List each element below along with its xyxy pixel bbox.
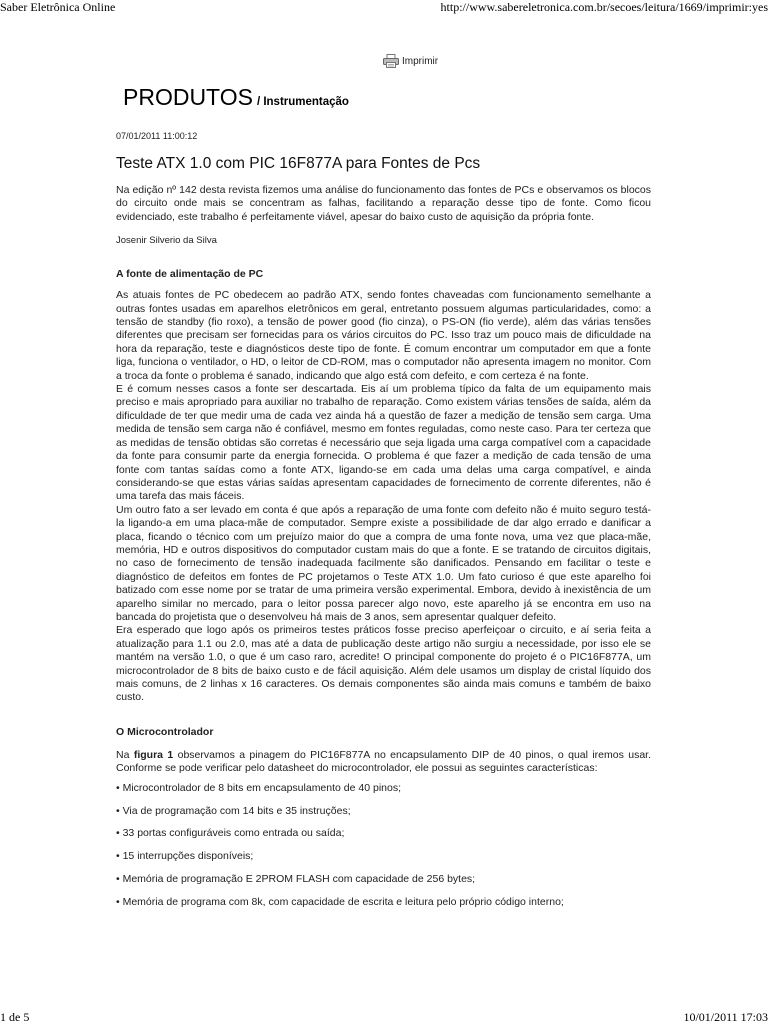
paragraph: Um outro fato a ser levado em conta é que após a reparação de uma fonte com defeito não é muito seguro testá-la ligando-a em uma placa-mãe de computador. Sempre existe a possibilidade de dar algo errado e danificar a placa, ficando o técnico com um prejuízo maior do que a compra de uma fonte nova, uma vez que placa-mãe, memória, HD e outros dispositivos do computador custam mais do que a fonte. E se tratando de circuitos digitais, no caso de fornecimento de tensão inadequada facilmente são danificados. Pensando em facilitar o teste e diagnóstico de defeitos em fontes de PC projetamos o Teste ATX 1.0. Um fato curioso é que este aparelho foi batizado com esse nome por se tratar de uma primeira versão experimental. Embora, devido à inexistência de um aparelho similar no mercado, para o leitor possa parecer algo novo, este aparelho já se encontra em uso na bancada do projetista que o desenvolveu há mais de 3 anos, sem apresentar qualquer defeito. bbox=[116, 503, 651, 623]
list-item: • Via de programação com 14 bits e 35 instruções; bbox=[116, 804, 351, 817]
section-heading-microcontroller: O Microcontrolador bbox=[116, 725, 214, 738]
article-lead: Na edição nº 142 desta revista fizemos uma análise do funcionamento das fontes de PCs e observamos os blocos do circuito onde mais se concentram as falhas, facilitando a reparação desse tipo de fonte. Como ficou evidenciado, este trabalho é perfeitamente viável, apesar do baixo custo de aquisição da própria fonte. bbox=[116, 184, 651, 223]
article-date: 07/01/2011 11:00:12 bbox=[116, 131, 198, 141]
list-item: • 15 interrupções disponíveis; bbox=[116, 850, 254, 863]
section-heading-power-supply: A fonte de alimentação de PC bbox=[116, 268, 264, 281]
article-author: Josenir Silverio da Silva bbox=[116, 235, 217, 247]
print-header-url: http://www.sabereletronica.com.br/secoes/leitura/1669/imprimir:yes bbox=[440, 0, 768, 14]
list-item: • 33 portas configuráveis como entrada ou saída; bbox=[116, 827, 345, 840]
article-title: Teste ATX 1.0 com PIC 16F877A para Fontes de Pcs bbox=[116, 155, 481, 172]
paragraph: As atuais fontes de PC obedecem ao padrão ATX, sendo fontes chaveadas com funcionamento semelhante a outras fontes usadas em aparelhos eletrônicos em geral, entretanto possuem algumas particularidades, como: a tensão de standby (fio roxo), a tensão de power good (fio cinza), o PS-ON (fio verde), além das várias tensões diferentes que precisam ser fornecidas para os vários circuitos do PC. Isso traz um pouco mais de dificuldade na hora da reparação, teste e diagnósticos deste tipo de fonte. É comum encontrar um computador em que a fonte liga, funciona o ventilador, o HD, o leitor de CD-ROM, mas o computador não apresenta imagem no monitor. Com a troca da fonte o problema é sanado, indicando que algo está com defeito, e com certeza é na fonte. bbox=[116, 289, 651, 382]
section-header bbox=[123, 84, 349, 110]
section-subtitle: / Instrumentação bbox=[256, 96, 349, 108]
list-item: • Memória de programação E 2PROM FLASH com capacidade de 256 bytes; bbox=[116, 873, 476, 886]
print-button[interactable] bbox=[383, 54, 438, 68]
print-footer-datetime: 10/01/2011 17:03 bbox=[683, 1010, 768, 1024]
intro-before: Na bbox=[116, 748, 134, 761]
print-header-site-name: Saber Eletrônica Online bbox=[0, 0, 116, 14]
print-footer-page: 1 de 5 bbox=[0, 1010, 30, 1024]
intro-after: observamos a pinagem do PIC16F877A no encapsulamento DIP de 40 pinos, o qual iremos usar. Conforme se pode verificar pelo datasheet do microcontrolador, ele possui as seguintes características: bbox=[116, 748, 652, 775]
paragraph: E é comum nesses casos a fonte ser descartada. Eis aí um problema típico da falta de um equipamento mais preciso e mais apropriado para auxiliar no trabalho de reparação. Como existem várias tensões de saída, além da dificuldade de ter que medir uma de cada vez ainda há a questão de fazer a medição de tensão sem carga. Uma medida de tensão sem carga não é confiável, mesmo em fontes reguladas, como neste caso. Para ter certeza que as medidas de tensão obtidas são corretas é necessário que seja ligada uma carga compatível com a capacidade da fonte para consumir parte da energia fornecida. O problema é que fazer a medição de cada tensão de uma fonte com tantas saídas como a fonte ATX, ligando-se em cada uma delas uma carga compatível, e ainda considerando-se que estas várias saídas apresentam capacidades de fornecimento de corrente diferentes, não é uma tarefa das mais fáceis. bbox=[116, 383, 651, 503]
section-title: PRODUTOS bbox=[123, 84, 253, 110]
features-list bbox=[116, 782, 651, 910]
printer-icon bbox=[383, 54, 399, 68]
list-item: • Microcontrolador de 8 bits em encapsulamento de 40 pinos; bbox=[116, 781, 402, 794]
print-button-label: Imprimir bbox=[402, 55, 439, 67]
list-item: • Memória de programa com 8k, com capacidade de escrita e leitura pelo próprio código interno; bbox=[116, 896, 564, 909]
power-supply-body bbox=[116, 289, 651, 705]
figure-reference: figura 1 bbox=[133, 748, 174, 761]
article bbox=[116, 130, 651, 919]
paragraph: Era esperado que logo após os primeiros testes práticos fosse preciso aperfeiçoar o circuito, e aí seria feita a atualização para 1.1 ou 2.0, mas até a data de publicação deste artigo não surgiu a necessidade, por isso ele se mantém na versão 1.0, o que é um caso raro, acredite! O principal componente do projeto é o PIC16F877A, um microcontrolador de 8 bits de baixo custo e de fácil aquisição. Além dele usamos um display de cristal líquido dos mais comuns, de 2 linhas x 16 caracteres. Os demais componentes são ainda mais comuns e também de baixo custo. bbox=[116, 624, 651, 704]
microcontroller-intro bbox=[116, 749, 651, 776]
